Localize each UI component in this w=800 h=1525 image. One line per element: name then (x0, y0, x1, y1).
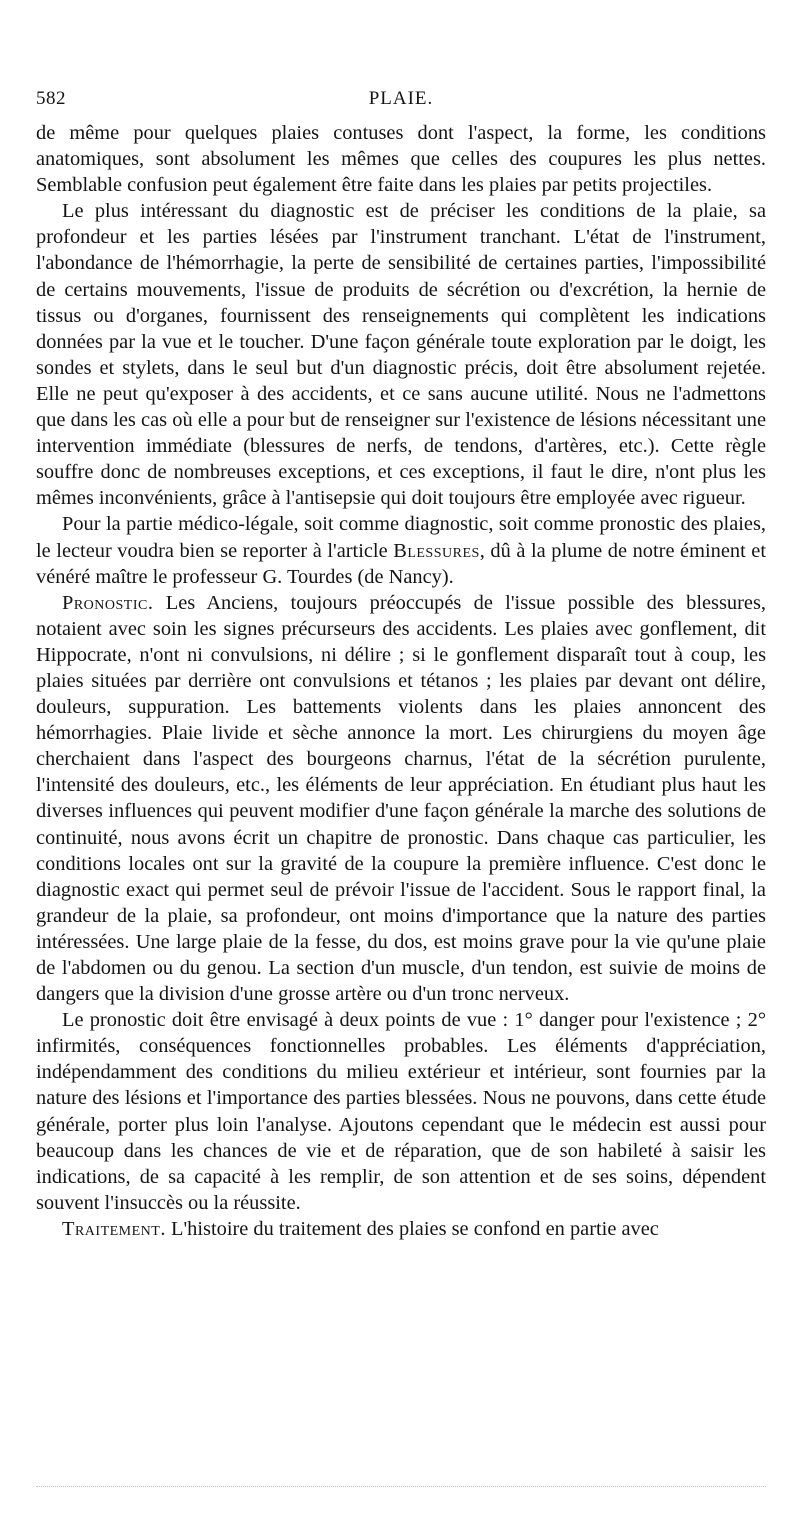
paragraph-text: Le pronostic doit être envisagé à deux points de vue : 1° danger pour l'existence ; 2° infirmités, conséquences fonctionnelles probables. Les éléments d'appréciation, indépendamment des conditions du milieu extérieur et intérieur, sont fournies par la nature des lésions et l'importance des parties blessées. Nous ne pouvons, dans cette étude générale, porter plus loin l'analyse. Ajoutons cependant que le médecin est aussi pour beaucoup dans les chances de vie et de réparation, que de son habileté à saisir les indications, de sa capacité à les remplir, de son attention et de ses soins, dépendent souvent l'insuccès ou la réussite. (36, 1009, 766, 1214)
paragraph-continuation (36, 120, 766, 198)
paragraph-text-before: Pour la partie médico-légale, soit comme diagnostic, soit comme pronostic des plaies, le lecteur voudra bien se reporter à l'article (36, 513, 766, 562)
paragraph-text-after: , dû à la plume de notre éminent et vénéré maître le professeur G. Tourdes (de Nancy). (36, 539, 767, 588)
footer-rule (36, 1486, 766, 1487)
page-header (36, 88, 766, 114)
paragraph-text: Le plus intéressant du diagnostic est de préciser les conditions de la plaie, sa profondeur et les parties lésées par l'instrument tranchant. L'état de l'instrument, l'abondance de l'hémorrhagie, la perte de sensibilité de certaines parties, l'impossibilité de certains mouvements, l'issue de produits de sécrétion ou d'excrétion, la hernie de tissus ou d'organes, fournissent des renseignements qui complètent les indications données par la vue et le toucher. D'une façon générale toute exploration par le doigt, les sondes et stylets, dans le seul but d'un diagnostic précis, doit être absolument rejetée. Elle ne peut qu'exposer à des accidents, et ce sans aucune utilité. Nous ne l'admettons que dans les cas où elle a pour but de renseigner sur l'existence de lésions nécessitant une intervention immédiate (blessures de nerfs, de tendons, d'artères, etc.). Cette règle souffre donc de nombreuses exceptions, et ces exceptions, il faut le dire, n'ont plus les mêmes inconvénients, grâce à l'antisepsie qui doit toujours être employée avec rigueur. (36, 200, 766, 510)
paragraph-medico-legal (36, 511, 766, 589)
paragraph-text: Les Anciens, toujours préoccupés de l'issue possible des blessures, notaient avec soin les signes précurseurs des accidents. Les plaies avec gonflement, dit Hippocrate, n'ont ni convulsions, ni délire ; si le gonflement disparaît tout à coup, les plaies situées par derrière ont convulsions et tétanos ; les plaies par devant ont délire, douleurs, suppuration. Les battements violents dans les plaies annoncent des hémorrhagies. Plaie livide et sèche annonce la mort. Les chirurgiens du moyen âge cherchaient dans l'aspect des bourgeons charnus, l'état de la sécrétion purulente, l'intensité des douleurs, etc., les éléments de leur appréciation. En étudiant plus haut les diverses influences qui peuvent modifier d'une façon générale la marche des solutions de continuité, nous avons écrit un chapitre de pronostic. Dans chaque cas particulier, les conditions locales ont sur la gravité de la coupure la première influence. C'est donc le diagnostic exact qui permet seul de prévoir l'issue de l'accident. Sous le rapport final, la grandeur de la plaie, sa profondeur, ont moins d'importance que la nature des parties intéressées. Une large plaie de la fesse, du dos, est moins grave pour la vie qu'une plaie de l'abdomen ou du genou. La section d'un muscle, d'un tendon, est suivie de moins de dangers que la division d'une grosse artère ou d'un tronc nerveux. (36, 591, 766, 1006)
article-reference: Blessures (393, 539, 480, 562)
paragraph-text: de même pour quelques plaies contuses dont l'aspect, la forme, les conditions anatomiques, sont absolument les mêmes que celles des coupures les plus nettes. Semblable confusion peut également être faite dans les plaies par petits projectiles. (36, 122, 766, 197)
page-number: 582 (36, 88, 66, 109)
body-text (36, 120, 766, 1242)
paragraph-pronostic-points (36, 1007, 766, 1216)
paragraph-pronostic (36, 590, 766, 1008)
paragraph-traitement (36, 1216, 766, 1242)
running-head-title: PLAIE. (368, 88, 434, 109)
paragraph-text: L'histoire du traitement des plaies se confond en partie avec (165, 1217, 659, 1240)
paragraph-diagnostic (36, 198, 766, 511)
section-heading-pronostic: Pronostic. (62, 591, 154, 614)
section-heading-traitement: Traitement. (62, 1217, 166, 1240)
